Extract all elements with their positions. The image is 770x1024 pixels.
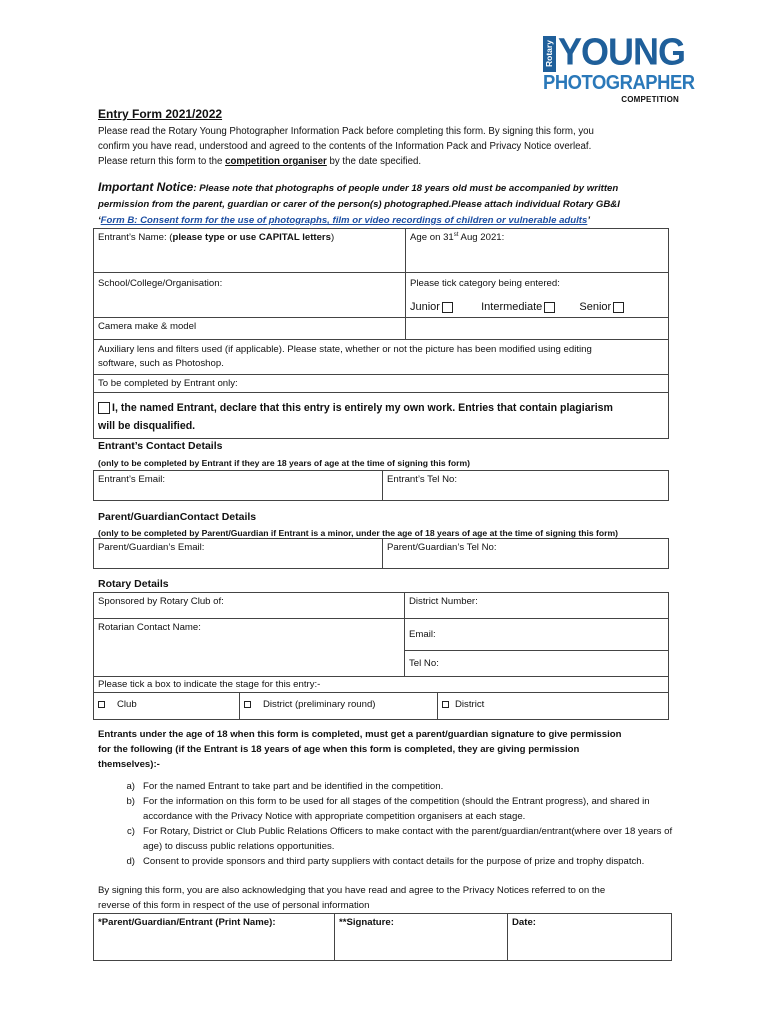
auxiliary-field[interactable]: Auxiliary lens and filters used (if applicable). Please state, whether or not the picture has been modified using editing software, such as Photoshop. (94, 340, 669, 375)
signature-field[interactable]: **Signature: (335, 914, 508, 961)
list-item: d) Consent to provide sponsors and third party suppliers with contact details for the purpose of prize and trophy dispatch. (126, 856, 645, 867)
camera-label: Camera make & model (94, 318, 406, 340)
intermediate-checkbox[interactable] (544, 302, 555, 313)
entrant-contact-table (93, 470, 669, 501)
logo-competition-text: COMPETITION (621, 95, 679, 104)
page-title: Entry Form 2021/2022 (98, 107, 223, 121)
district-checkbox[interactable] (442, 701, 449, 708)
stage-district-option[interactable]: District (438, 693, 668, 719)
senior-checkbox[interactable] (613, 302, 624, 313)
logo-photographer-text: PHOTOGRAPHER (543, 72, 695, 94)
rotarian-contact-field[interactable]: Rotarian Contact Name: (94, 619, 405, 677)
parent-contact-heading: Parent/GuardianContact Details (98, 511, 257, 523)
rotary-email-field[interactable]: Email: (405, 619, 669, 651)
competition-logo (543, 29, 695, 106)
age-field[interactable]: Age on 31st Aug 2021: (406, 229, 669, 273)
acknowledgement-text: By signing this form, you are also acknowledging that you have read and agree to the Privacy Notices referred to on the reverse of this form in respect of the use of personal information (98, 885, 606, 911)
stage-options (94, 693, 669, 720)
intro-text: Please read the Rotary Young Photographer Information Pack before completing this form. By signing this form, you confirm you have read, understood and agreed to the contents of the Information Pack and Privacy Notice overleaf. Please return this form to the competition organiser by the date specified. (98, 126, 594, 167)
sponsored-club-field[interactable]: Sponsored by Rotary Club of: (94, 593, 405, 619)
permission-list (98, 779, 680, 869)
entrant-contact-heading: Entrant’s Contact Details (98, 440, 223, 452)
important-notice: Important Notice: Please note that photographs of people under 18 years old must be accompanied by written permission from the parent, guardian or carer of the person(s) photographed.Please attach individual Rotary GB&I ‘Form B: Consent form for the use of photographs, film or video recordings of children or vulnerable adults’ (98, 180, 620, 226)
category-field: Please tick category being entered: Junior Intermediate Senior (406, 273, 669, 318)
rotary-tel-field[interactable]: Tel No: (405, 651, 669, 677)
signature-table (93, 913, 672, 961)
consent-form-link[interactable]: Form B: Consent form for the use of photographs, film or video recordings of children or vulnerable adults (100, 215, 588, 226)
declaration-row: I, the named Entrant, declare that this entry is entirely my own work. Entries that contain plagiarism will be disqualified. (94, 393, 669, 439)
rotary-details-heading: Rotary Details (98, 578, 169, 590)
declaration-checkbox[interactable] (98, 402, 110, 414)
entrant-contact-subheading: (only to be completed by Entrant if they are 18 years of age at the time of signing this form) (98, 458, 470, 468)
camera-field[interactable] (406, 318, 669, 340)
list-item: c) For Rotary, District or Club Public Relations Officers to make contact with the parent/guardian/entrant(where over 18 years of age) to discuss public relations opportunities. (127, 826, 673, 852)
district-preliminary-checkbox[interactable] (244, 701, 251, 708)
competition-organiser-link[interactable]: competition organiser (225, 156, 327, 167)
rotary-details-table (93, 592, 669, 720)
logo-rotary-text: Rotary (543, 36, 556, 72)
parent-contact-subheading: (only to be completed by Parent/Guardian if Entrant is a minor, under the age of 18 years of age at the time of signing this form) (98, 528, 619, 538)
list-item: a) For the named Entrant to take part and be identified in the competition. (126, 781, 444, 792)
junior-checkbox[interactable] (442, 302, 453, 313)
stage-district-preliminary-option[interactable]: District (preliminary round) (240, 693, 438, 719)
district-number-field[interactable]: District Number: (405, 593, 669, 619)
stage-prompt: Please tick a box to indicate the stage for this entry:- (94, 677, 669, 693)
entrant-tel-field[interactable]: Entrant’s Tel No: (383, 471, 669, 501)
parent-tel-field[interactable]: Parent/Guardian’s Tel No: (383, 539, 669, 569)
entrant-email-field[interactable]: Entrant’s Email: (94, 471, 383, 501)
stage-club-option[interactable]: Club (94, 693, 240, 719)
permission-statement: Entrants under the age of 18 when this form is completed, must get a parent/guardian signature to give permission for the following (if the Entrant is 18 years of age when this form is completed, they are giving permission themselves):- (98, 729, 622, 770)
parent-contact-table (93, 538, 669, 569)
parent-email-field[interactable]: Parent/Guardian’s Email: (94, 539, 383, 569)
entrant-details-table (93, 228, 669, 439)
entrant-name-field[interactable]: Entrant’s Name: (please type or use CAPITAL letters) (94, 229, 406, 273)
to-complete-label: To be completed by Entrant only: (94, 375, 669, 393)
club-checkbox[interactable] (98, 701, 105, 708)
list-item: b) For the information on this form to be used for all stages of the competition (should the Entrant progress), and shared in accordance with the Privacy Notice with appropriate competition organisers at each stage. (126, 796, 650, 822)
school-field[interactable]: School/College/Organisation: (94, 273, 406, 318)
date-field[interactable]: Date: (508, 914, 672, 961)
logo-young-text: YOUNG (558, 29, 686, 73)
print-name-field[interactable]: *Parent/Guardian/Entrant (Print Name): (94, 914, 335, 961)
